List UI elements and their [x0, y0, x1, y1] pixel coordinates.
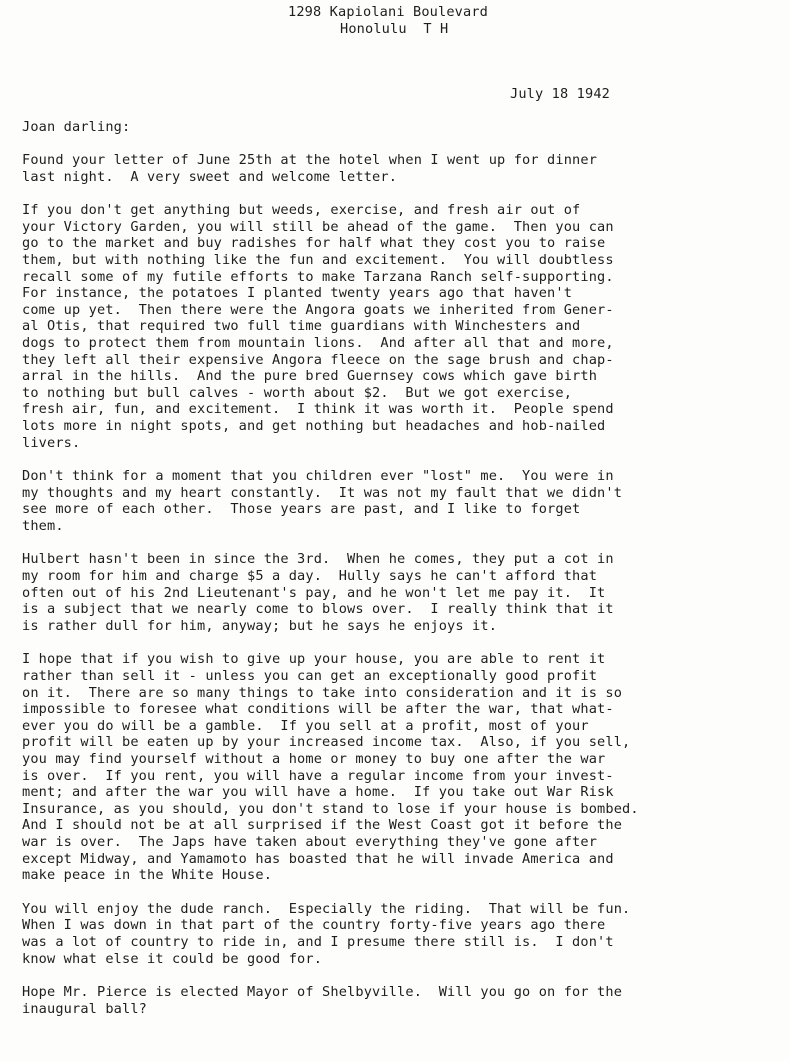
text-line: Hulbert hasn't been in since the 3rd. When he comes, they put a cot in	[22, 551, 614, 568]
text-line: livers.	[22, 434, 81, 451]
text-line: impossible to foresee what conditions will be after the war, that what-	[22, 701, 614, 718]
text-line: fresh air, fun, and excitement. I think it was worth it. People spend	[22, 401, 614, 418]
text-line: was a lot of country to ride in, and I presume there still is. I don't	[22, 933, 614, 950]
text-line: my thoughts and my heart constantly. It was not my fault that we didn't	[22, 484, 623, 501]
text-line: you may find yourself without a home or money to buy one after the war	[22, 751, 606, 767]
salutation: Joan darling:	[22, 119, 131, 135]
letter-body	[22, 152, 782, 1034]
text-line: is rather dull for him, anyway; but he says he enjoys it.	[22, 617, 498, 634]
text-line: them.	[22, 517, 64, 534]
text-line: make peace in the White House.	[22, 867, 273, 884]
text-line: When I was down in that part of the country forty-five years ago there	[22, 917, 606, 934]
text-line: go to the market and buy radishes for half what they cost you to raise	[22, 235, 606, 252]
text-line: last night. A very sweet and welcome letter.	[22, 168, 398, 185]
text-line: lots more in night spots, and get nothing but headaches and hob-nailed	[22, 417, 606, 434]
text-line: dogs to protect them from mountain lions. And after all that and more,	[22, 334, 614, 351]
text-line: inaugural ball?	[22, 1000, 148, 1017]
text-line: see more of each other. Those years are past, and I like to forget	[22, 501, 581, 518]
text-line: I hope that if you wish to give up your house, you are able to rent it	[22, 651, 606, 668]
text-line: Found your letter of June 25th at the hotel when I went up for dinner	[22, 152, 598, 168]
sender-address	[288, 4, 488, 38]
text-line: Hope Mr. Pierce is elected Mayor of Shelbyville. Will you go on for the	[22, 984, 623, 1001]
text-line: arral in the hills. And the pure bred Guernsey cows which gave birth	[22, 368, 598, 385]
letter-date: July 18 1942	[510, 86, 611, 102]
text-line: they left all their expensive Angora fleece on the sage brush and chap-	[22, 351, 614, 368]
text-line: them, but with nothing like the fun and excitement. You will doubtless	[22, 251, 614, 268]
paragraph	[22, 152, 782, 185]
text-line: You will enjoy the dude ranch. Especially the riding. That will be fun.	[22, 900, 631, 917]
text-line: If you don't get anything but weeds, exercise, and fresh air out of	[22, 202, 581, 219]
paragraph	[22, 651, 782, 883]
text-line: on it. There are so many things to take into consideration and it is so	[22, 684, 623, 701]
text-line: is a subject that we nearly come to blows over. I really think that it	[22, 601, 614, 618]
text-line: ever you do will be a gamble. If you sell at a profit, most of your	[22, 717, 589, 734]
text-line: except Midway, and Yamamoto has boasted that he will invade America and	[22, 850, 614, 867]
paragraph	[22, 901, 782, 967]
address-city: Honolulu T H	[340, 21, 449, 37]
text-line: come up yet. Then there were the Angora goats we inherited from Gener-	[22, 301, 614, 318]
paragraph	[22, 984, 782, 1017]
text-line: Insurance, as you should, you don't stand to lose if your house is bombed.	[22, 800, 639, 817]
text-line: your Victory Garden, you will still be ahead of the game. Then you can	[22, 218, 614, 235]
paragraph	[22, 551, 782, 634]
text-line: ment; and after the war you will have a home. If you take out War Risk	[22, 784, 614, 801]
text-line: recall some of my futile efforts to make Tarzana Ranch self-supporting.	[22, 268, 614, 285]
text-line: know what else it could be good for.	[22, 950, 323, 967]
paragraph	[22, 202, 782, 451]
address-street: 1298 Kapiolani Boulevard	[288, 4, 489, 20]
text-line: often out of his 2nd Lieutenant's pay, and he won't let me pay it. It	[22, 584, 606, 601]
text-line: For instance, the potatoes I planted twenty years ago that haven't	[22, 285, 573, 302]
text-line: is over. If you rent, you will have a regular income from your invest-	[22, 767, 614, 784]
text-line: profit will be eaten up by your increased income tax. Also, if you sell,	[22, 734, 631, 751]
text-line: my room for him and charge $5 a day. Hully says he can't afford that	[22, 568, 598, 585]
text-line: to nothing but bull calves - worth about $2. But we got exercise,	[22, 384, 573, 401]
text-line: And I should not be at all surprised if the West Coast got it before the	[22, 817, 623, 834]
text-line: war is over. The Japs have taken about everything they've gone after	[22, 833, 598, 850]
text-line: rather than sell it - unless you can get an exceptionally good profit	[22, 668, 598, 685]
text-line: al Otis, that required two full time guardians with Winchesters and	[22, 318, 581, 335]
paragraph	[22, 468, 782, 534]
text-line: Don't think for a moment that you children ever "lost" me. You were in	[22, 468, 614, 485]
